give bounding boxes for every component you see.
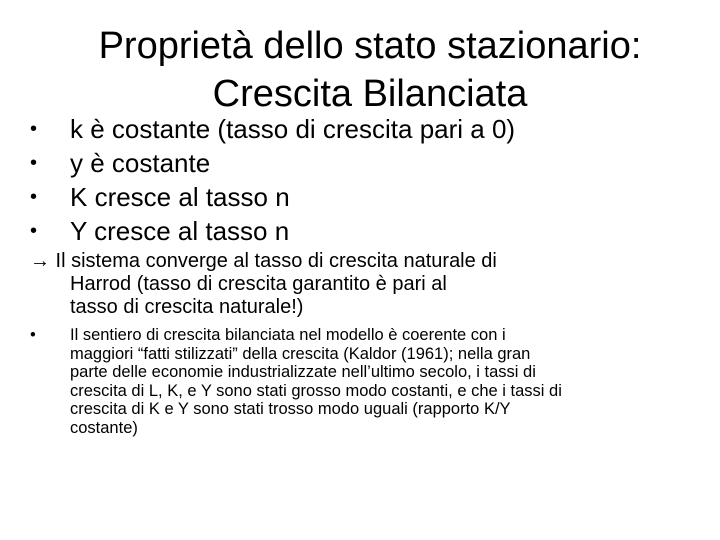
- conclusion-line-3: tasso di crescita naturale!): [70, 296, 304, 318]
- conclusion-line-2: Harrod (tasso di crescita garantito è pari al: [70, 273, 447, 295]
- note-line: crescita di L, K, e Y sono stati grosso modo costanti, e che i tassi di: [70, 381, 562, 400]
- conclusion-line-1: [30, 250, 670, 273]
- note-line: maggiori “fatti stilizzati” della crescita (Kaldor (1961); nella gran: [70, 344, 531, 363]
- note-line: parte delle economie industrializzate nell’ultimo secolo, i tassi di: [70, 363, 536, 382]
- bullet-item: [30, 146, 690, 180]
- note-line: costante): [70, 418, 138, 437]
- bullet-list: [30, 112, 690, 248]
- note-bullet: [30, 326, 680, 438]
- conclusion-paragraph: [30, 250, 670, 319]
- bullet-text: y è costante: [70, 148, 211, 178]
- note-line: Il sentiero di crescita bilanciata nel modello è coerente con i: [70, 326, 506, 344]
- bullet-text: Y cresce al tasso n: [70, 216, 290, 246]
- bullet-dot: •: [30, 152, 38, 174]
- bullet-item: [30, 214, 690, 248]
- bullet-item: [30, 180, 690, 214]
- slide-title-line-1: Proprietà dello stato stazionario:: [98, 25, 642, 67]
- slide-title: [40, 22, 700, 118]
- bullet-dot: •: [30, 220, 38, 242]
- right-arrow-icon: →: [30, 250, 50, 272]
- bullet-dot: •: [30, 186, 38, 208]
- bullet-item: [30, 112, 690, 146]
- bullet-dot: •: [30, 326, 36, 344]
- note-line: crescita di K e Y sono stati trosso modo uguali (rapporto K/Y: [70, 400, 511, 419]
- slide-title-line-2: Crescita Bilanciata: [212, 73, 528, 115]
- bullet-text: k è costante (tasso di crescita pari a 0): [70, 114, 516, 144]
- bullet-dot: •: [30, 118, 38, 140]
- bullet-text: K cresce al tasso n: [70, 182, 290, 212]
- conclusion-text-1: Il sistema converge al tasso di crescita naturale di: [50, 250, 497, 272]
